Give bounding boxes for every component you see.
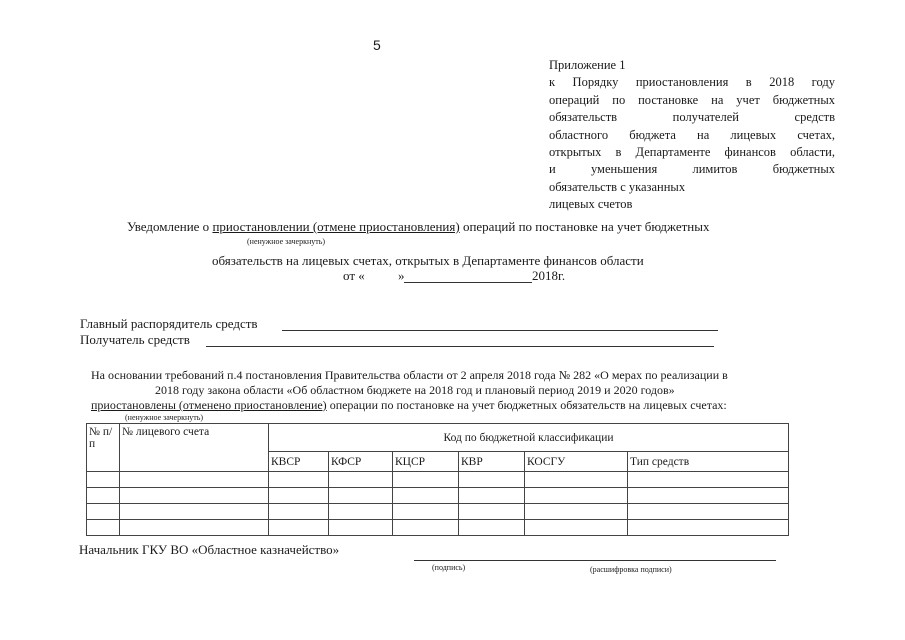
annex-line: областного бюджета на лицевых счетах, [549,127,835,142]
heading-underlined: приостановлении (отмене приостановления) [212,219,460,234]
heading-prefix: Уведомление о [127,219,213,234]
header-code: Код по бюджетной классификации [269,424,789,452]
basis-line1: На основании требований п.4 постановления Правительства области от 2 апреля 2018 года № 282 «О мерах по реализации в [91,368,728,382]
signature-line[interactable] [414,560,776,561]
header-kcsr: КЦСР [393,452,459,472]
header-fund-type: Тип средств [628,452,789,472]
header-kosgu: КОСГУ [525,452,628,472]
annex-line: обязательств получателей средств [549,110,835,125]
header-account: № лицевого счета [120,424,269,472]
annex-line: открытых в Департаменте финансов области, [549,145,835,160]
page-number: 5 [373,37,381,53]
basis-line2: 2018 году закона области «Об областном бюджете на 2018 год и плановый период 2019 и 2020 годов» [155,383,675,397]
annex-title: Приложение 1 [549,58,626,72]
basis-rest: операции по постановке на учет бюджетных обязательств на лицевых счетах: [326,398,727,412]
annex-line: к Порядку приостановления в 2018 году [549,75,835,90]
main-manager-label: Главный распорядитель средств [80,316,258,331]
heading-note: (ненужное зачеркнуть) [247,237,326,246]
header-kvr: КВР [459,452,525,472]
heading-line2: обязательств на лицевых счетах, открытых в Департаменте финансов области [212,253,644,268]
header-kfsr: КФСР [329,452,393,472]
recipient-label: Получатель средств [80,332,190,347]
recipient-field[interactable] [206,346,714,347]
header-kvsr: КВСР [269,452,329,472]
date-prefix: от « [343,268,365,283]
header-num: № п/п [87,424,120,472]
basis-underlined: приостановлены (отменено приостановление) [91,398,327,412]
decode-caption: (расшифровка подписи) [590,565,672,574]
basis-note: (ненужное зачеркнуть) [125,413,204,422]
table-row [87,504,789,520]
main-manager-field[interactable] [282,330,718,331]
date-year: 2018г. [532,268,566,283]
table-row [87,520,789,536]
signature-label: Начальник ГКУ ВО «Областное казначейство» [79,542,340,557]
basis-line3 [91,398,727,413]
annex-line: обязательств с указанных [549,179,686,194]
date-close-quote: » [398,268,405,283]
date-underline [404,282,532,283]
sign-caption: (подпись) [432,563,466,572]
annex-line: лицевых счетов [549,197,633,212]
notice-heading [127,219,710,235]
annex-line: и уменьшения лимитов бюджетных [549,162,835,177]
annex-line: операций по постановке на учет бюджетных [549,92,835,107]
heading-suffix: операций по постановке на учет бюджетных [459,219,710,234]
table-row [87,488,789,504]
accounts-table [86,423,789,536]
table-row [87,472,789,488]
annex-block [549,57,835,214]
